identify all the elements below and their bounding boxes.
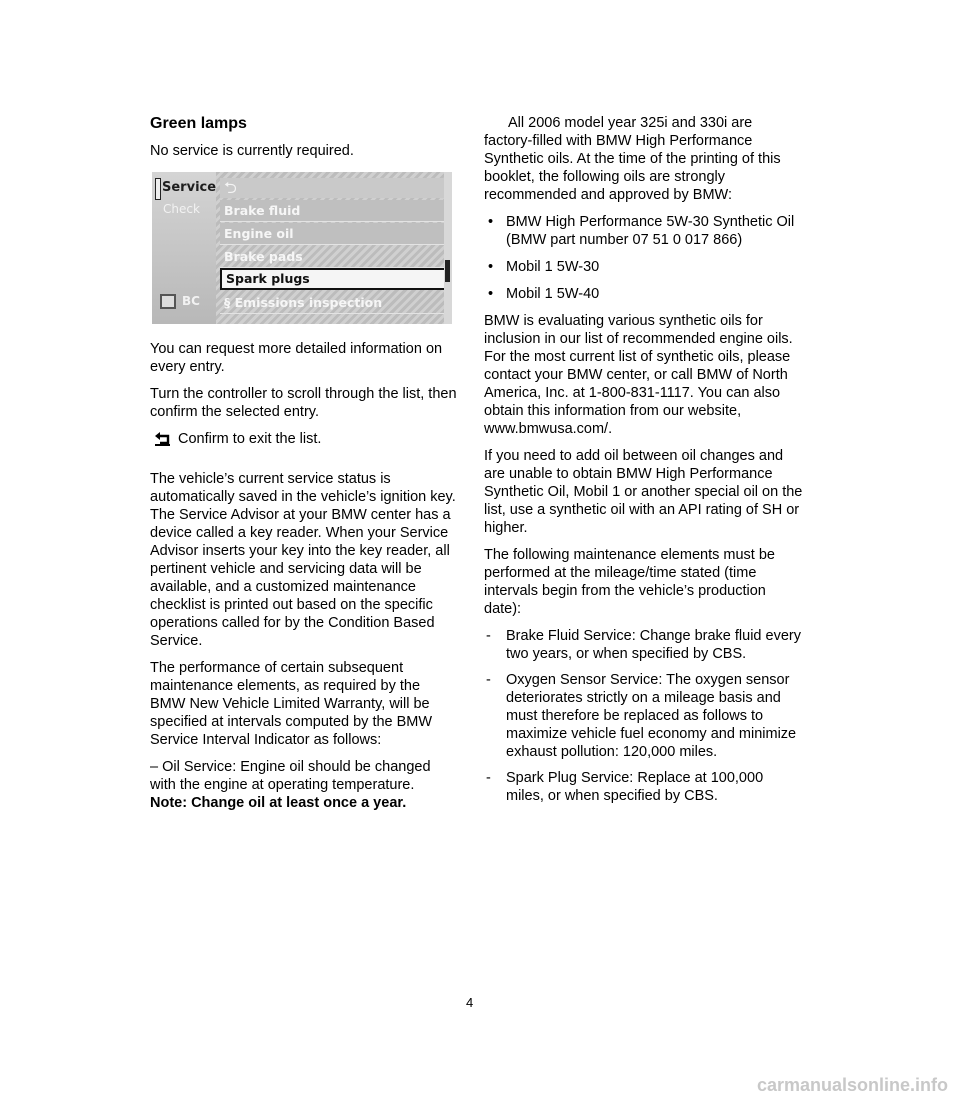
screen-sidebar — [152, 172, 216, 324]
paragraph-add-oil: If you need to add oil between oil changes and are unable to obtain BMW High Performance Synthetic Oil, Mobil 1 or another special oil on the list, use a synthetic oil with an API rating of SH or higher. — [484, 448, 803, 536]
confirm-line — [154, 430, 458, 448]
paragraph-evaluating: BMW is evaluating various synthetic oils for inclusion in our list of recommended engine oils. For the most current list of synthetic oils, please contact your BMW center, or call BMW of North America, Inc. at 1-800-831-1117. You can also obtain this information from our website, www.bmwusa.com/. — [484, 313, 793, 437]
sidebar-service-label: Service — [162, 180, 217, 195]
list-item: • Mobil 1 5W-30 — [484, 258, 804, 276]
back-arrow-icon: ⮌ — [220, 178, 444, 198]
oil-list — [484, 213, 804, 303]
intro-text: No service is currently required. — [150, 143, 354, 159]
sidebar-check-label: Check — [163, 202, 200, 216]
screen-list — [216, 172, 452, 324]
right-column — [484, 114, 804, 813]
selection-marker — [155, 178, 161, 200]
paragraph-factory-oils: All 2006 model year 325i and 330i are factory-filled with BMW High Performance Synthetic oils. At the time of the printing of this booklet, the following oils are strongly recommended and approved by BMW: — [484, 115, 781, 203]
paragraph-scroll: Turn the controller to scroll through the list, then confirm the selected entry. — [150, 386, 457, 420]
list-item: - Oxygen Sensor Service: The oxygen sensor deteriorates strictly on a mileage basis and must therefore be replaced as follows to maximize vehicle fuel economy and minimize exhaust pollution: 120,000 miles. — [484, 671, 804, 761]
oil-note: Note: Change oil at least once a year. — [150, 795, 407, 811]
left-column — [150, 114, 458, 821]
paragraph-oil-service: – Oil Service: Engine oil should be changed with the engine at operating temperature. — [150, 759, 431, 793]
paragraph-performance: The performance of certain subsequent maintenance elements, as required by the BMW New Vehicle Limited Warranty, will be specified at intervals computed by the BMW Service Interval Indicator as follows: — [150, 660, 433, 748]
screen-row-brake-fluid: Brake fluid — [220, 200, 444, 222]
paragraph-detail: You can request more detailed information on every entry. — [150, 341, 443, 375]
list-item: - Spark Plug Service: Replace at 100,000 miles, or when specified by CBS. — [484, 769, 804, 805]
idrive-screen-image — [152, 172, 452, 324]
screen-row-emissions: § Emissions inspection — [220, 292, 444, 314]
list-item: • Mobil 1 5W-40 — [484, 285, 804, 303]
sidebar-bc-label: BC — [182, 294, 200, 308]
watermark: carmanualsonline.info — [756, 1075, 948, 1095]
section-heading: Green lamps — [150, 115, 247, 132]
maintenance-list — [484, 627, 804, 805]
bc-icon — [160, 294, 176, 309]
list-item: • BMW High Performance 5W-30 Synthetic Oil (BMW part number 07 51 0 017 866) — [484, 213, 804, 249]
scroll-thumb — [445, 260, 450, 282]
page-number: 4 — [466, 995, 474, 1010]
screen-row-brake-pads: Brake pads — [220, 246, 444, 268]
paragraph-maintenance: The following maintenance elements must be performed at the mileage/time stated (time intervals begin from the vehicle’s production date): — [484, 547, 775, 617]
list-item: - Brake Fluid Service: Change brake fluid every two years, or when specified by CBS. — [484, 627, 804, 663]
screen-row-engine-oil: Engine oil — [220, 223, 444, 245]
paragraph-status: The vehicle’s current service status is automatically saved in the vehicle’s ignition key. The Service Advisor at your BMW center has a device called a key reader. When your Service Advisor inserts your key into the key reader, all pertinent vehicle and servicing data will be available, and a customized maintenance checklist is printed out based on the specific operations called for by the Condition Based Service. — [150, 471, 456, 649]
screen-row-spark-plugs: Spark plugs — [220, 268, 448, 290]
back-arrow-icon — [154, 432, 172, 446]
sidebar-bc — [160, 294, 200, 309]
screen-scrollbar — [444, 172, 452, 324]
confirm-text: Confirm to exit the list. — [178, 431, 322, 447]
